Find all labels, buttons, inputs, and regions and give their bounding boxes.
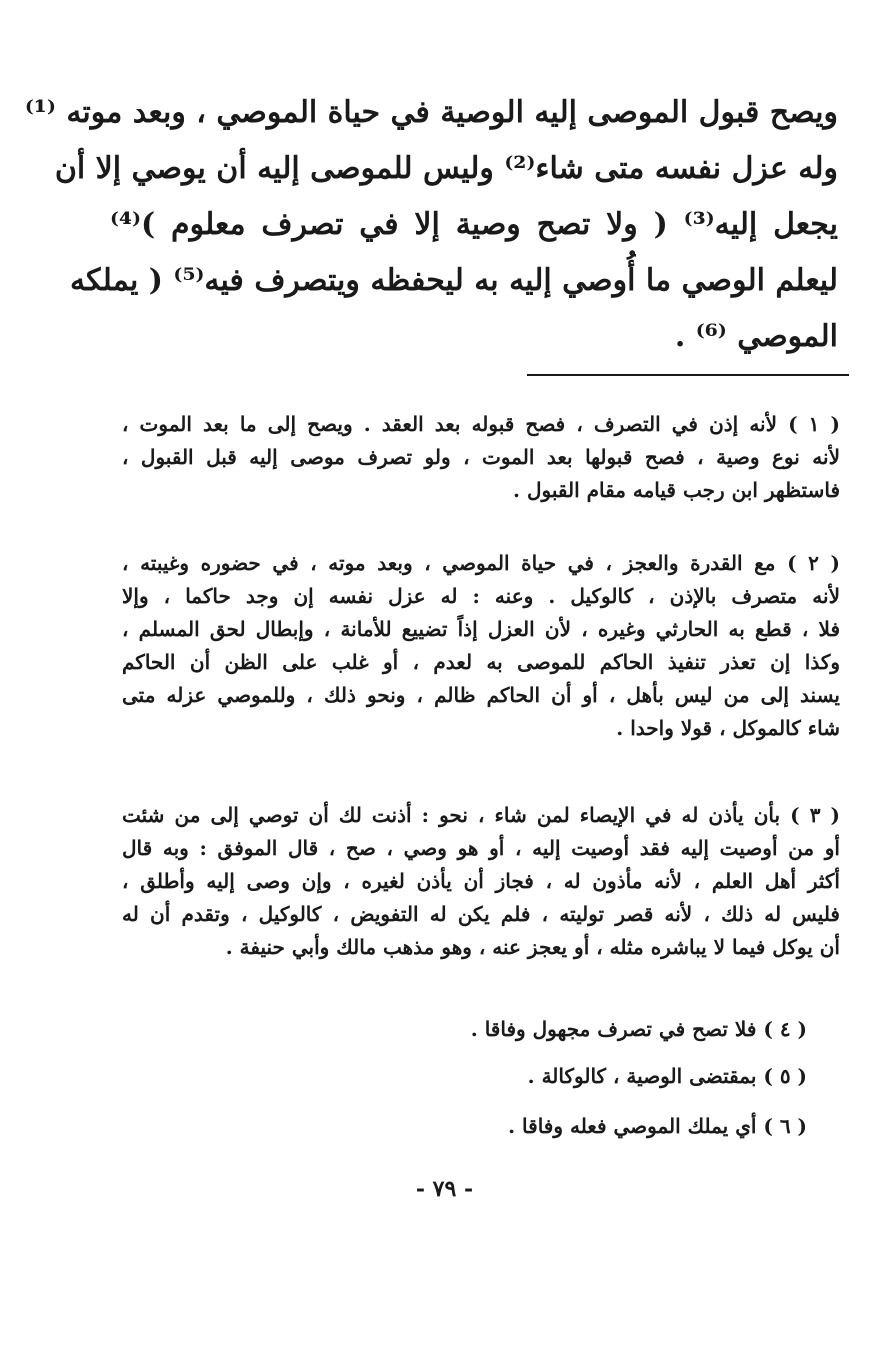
footnote-line: ( ١ ) لأنه إذن في التصرف ، فصح قبوله بعد العقد . ويصح إلى ما بعد الموت ، xyxy=(122,412,840,436)
footnote-line: لأنه نوع وصية ، فصح قبولها بعد الموت ، ولو تصرف موصى إليه قبل القبول ، xyxy=(122,445,840,469)
footnote-6: ( ٦ ) أي يملك الموصي فعله وفاقا . xyxy=(508,1114,807,1138)
footnote-1 xyxy=(122,408,840,507)
footnote-separator-rule xyxy=(527,374,849,376)
main-text-line: وله عزل نفسه متى شاء⁽²⁾ وليس للموصى إليه أن يوصي إلا أن xyxy=(54,151,838,186)
footnote-4: ( ٤ ) فلا تصح في تصرف مجهول وفاقا . xyxy=(470,1017,807,1041)
main-text-line: يجعل إليه⁽³⁾ ( ولا تصح وصية إلا في تصرف معلوم )⁽⁴⁾ xyxy=(110,207,838,242)
footnote-5: ( ٥ ) بمقتضى الوصية ، كالوكالة . xyxy=(527,1064,807,1088)
footnote-line: أو من أوصيت إليه فقد أوصيت إليه ، أو هو وصي ، صح ، قال الموفق : وبه قال xyxy=(122,836,840,860)
footnote-line: فاستظهر ابن رجب قيامه مقام القبول . xyxy=(513,478,840,502)
footnote-line: وكذا إن تعذر تنفيذ الحاكم للموصى به لعدم ، أو غلب على الظن أن الحاكم xyxy=(122,650,840,674)
footnote-line: شاء كالموكل ، قولا واحدا . xyxy=(616,716,840,740)
main-text-line: ويصح قبول الموصى إليه الوصية في حياة الموصي ، وبعد موته ⁽¹⁾ xyxy=(24,95,838,130)
footnote-line: يسند إلى من ليس بأهل ، أو أن الحاكم ظالم ، ونحو ذلك ، وللموصي عزله متى xyxy=(122,683,840,707)
footnote-2 xyxy=(122,547,840,745)
main-text xyxy=(24,85,838,365)
main-text-line: ليعلم الوصي ما أُوصي إليه به ليحفظه ويتصرف فيه⁽⁵⁾ ( يملكه xyxy=(70,263,838,298)
footnote-line: فلا ، قطع به الحارثي وغيره ، لأن العزل إذاً تضييع للأمانة ، وإبطال لحق المسلم ، xyxy=(122,617,840,641)
footnote-line: أن يوكل فيما لا يباشره مثله ، أو يعجز عنه ، وهو مذهب مالك وأبي حنيفة . xyxy=(225,935,840,959)
footnote-line: فليس له ذلك ، لأنه قصر توليته ، فلم يكن له التفويض ، كالوكيل ، وتقدم أن له xyxy=(122,902,840,926)
footnote-line: ( ٣ ) بأن يأذن له في الإيصاء لمن شاء ، نحو : أذنت لك أن توصي إلى من شئت xyxy=(122,803,840,827)
page-number: - ٧٩ - xyxy=(415,1176,474,1202)
footnote-line: لأنه متصرف بالإذن ، كالوكيل . وعنه : له عزل نفسه إن وجد حاكما ، وإلا xyxy=(122,584,840,608)
footnote-line: ( ٢ ) مع القدرة والعجز ، في حياة الموصي ، وبعد موته ، في حضوره وغيبته ، xyxy=(122,551,840,575)
footnote-3 xyxy=(122,799,840,964)
main-text-line: الموصي ⁽⁶⁾ . xyxy=(674,319,838,354)
footnote-line: أكثر أهل العلم ، لأنه مأذون له ، فجاز أن يأذن لغيره ، وإن وصى إليه وأطلق ، xyxy=(122,869,840,893)
